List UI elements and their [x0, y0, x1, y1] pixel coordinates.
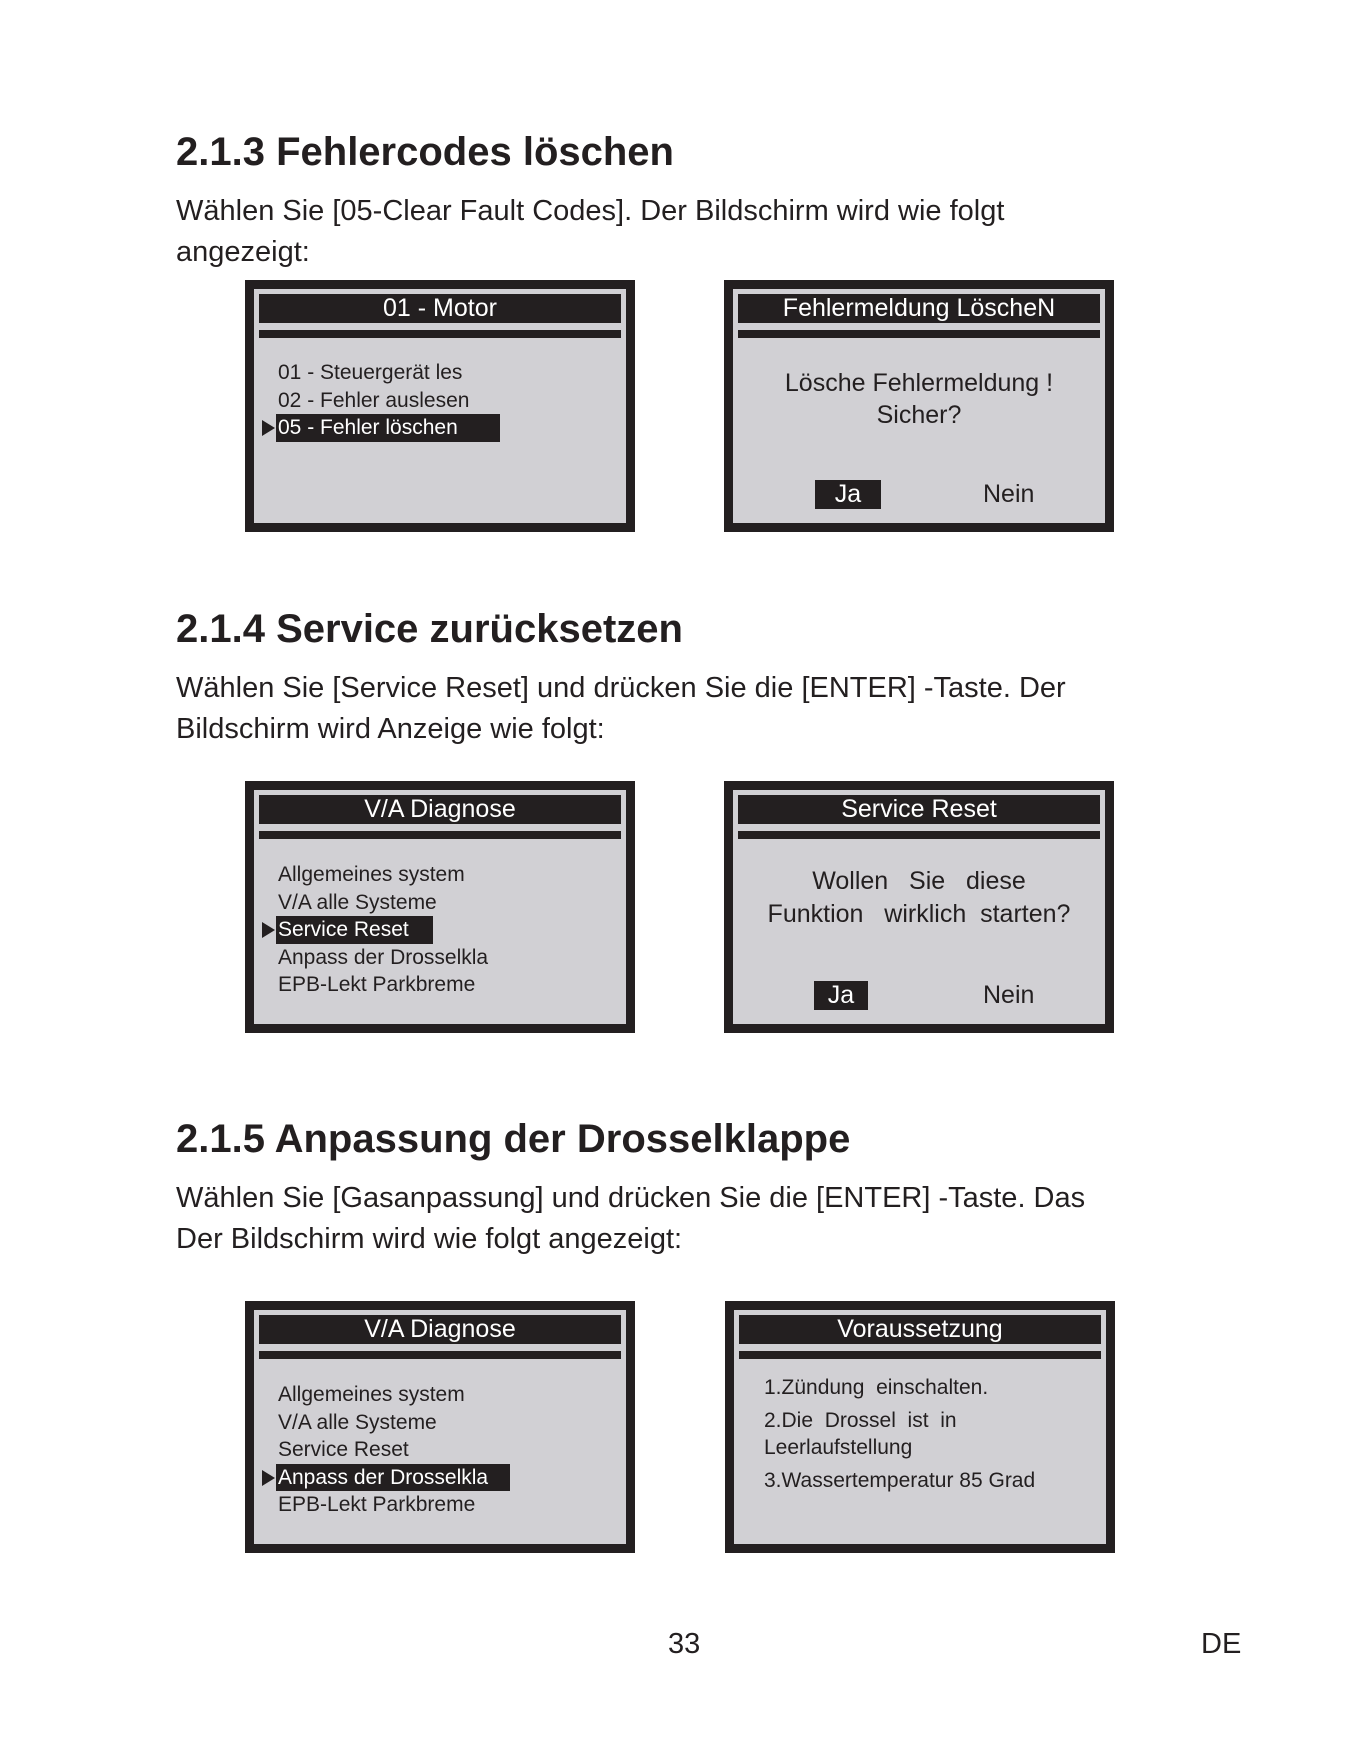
- menu-item[interactable]: Service Reset: [278, 1438, 409, 1461]
- prerequisite-list: [764, 1374, 1035, 1494]
- title-divider: [259, 1351, 621, 1359]
- language-code: DE: [1201, 1628, 1242, 1660]
- menu-item-selected[interactable]: Anpass der Drosselkla: [276, 1464, 510, 1492]
- confirm-message: Sicher?: [876, 401, 962, 429]
- confirm-message: Wollen Sie diese: [812, 867, 1026, 895]
- screen-title: 01 - Motor: [259, 294, 621, 323]
- menu-item[interactable]: Allgemeines system: [278, 1383, 465, 1406]
- device-screen-confirm: [724, 280, 1114, 532]
- menu-item[interactable]: V/A alle Systeme: [278, 1410, 437, 1434]
- prerequisite-item: 3.Wassertemperatur 85 Grad: [764, 1469, 1036, 1492]
- device-screen-menu: [245, 280, 635, 532]
- menu-item[interactable]: 01 - Steuergerät les: [278, 361, 463, 384]
- device-screen-prerequisites: [725, 1301, 1115, 1553]
- no-button[interactable]: Nein: [983, 480, 1035, 508]
- menu-item-selected[interactable]: Service Reset: [276, 916, 495, 944]
- device-screen-menu: [245, 781, 635, 1033]
- menu-item[interactable]: V/A alle Systeme: [278, 890, 437, 914]
- title-divider: [738, 831, 1100, 839]
- yes-button[interactable]: Ja: [815, 480, 881, 509]
- selection-arrow-icon: [262, 420, 275, 436]
- title-divider: [739, 1351, 1101, 1359]
- section-heading-fehlercodes-loeschen: 2.1.3 Fehlercodes löschen: [176, 130, 674, 174]
- paragraph-line: angezeigt:: [176, 236, 310, 268]
- no-button[interactable]: Nein: [983, 981, 1035, 1009]
- paragraph-line: Bildschirm wird Anzeige wie folgt:: [176, 713, 605, 745]
- prerequisite-item: Leerlaufstellung: [764, 1436, 913, 1459]
- menu-item-selected[interactable]: 05 - Fehler löschen: [276, 414, 500, 442]
- title-divider: [738, 330, 1100, 338]
- paragraph-line: Wählen Sie [05-Clear Fault Codes]. Der Bildschirm wird wie folgt: [176, 195, 1005, 227]
- prerequisite-item: 2.Die Drossel ist in: [764, 1409, 957, 1432]
- section-paragraph: [176, 1178, 1186, 1260]
- confirm-message: Funktion wirklich starten?: [767, 900, 1071, 928]
- section-paragraph: [176, 191, 1186, 273]
- screen-title: V/A Diagnose: [259, 1315, 621, 1344]
- yes-button[interactable]: Ja: [814, 981, 868, 1010]
- paragraph-line: Wählen Sie [Gasanpassung] und drücken Sie die [ENTER] -Taste. Das: [176, 1182, 1086, 1214]
- menu-item[interactable]: EPB-Lekt Parkbreme: [278, 1493, 476, 1516]
- selection-arrow-icon: [262, 922, 275, 938]
- menu-item[interactable]: Anpass der Drosselkla: [278, 945, 489, 969]
- device-screen-confirm: [724, 781, 1114, 1033]
- menu-list: [276, 861, 495, 999]
- title-divider: [259, 831, 621, 839]
- confirm-message: Lösche Fehlermeldung !: [784, 369, 1054, 397]
- section-heading-service-zuruecksetzen: 2.1.4 Service zurücksetzen: [176, 607, 683, 651]
- menu-item[interactable]: EPB-Lekt Parkbreme: [278, 973, 476, 996]
- section-heading-anpassung-drosselklappe: 2.1.5 Anpassung der Drosselklappe: [176, 1117, 851, 1161]
- paragraph-line: Der Bildschirm wird wie folgt angezeigt:: [176, 1223, 683, 1255]
- paragraph-line: Wählen Sie [Service Reset] und drücken Sie die [ENTER] -Taste. Der: [176, 672, 1066, 704]
- selection-arrow-icon: [262, 1470, 275, 1486]
- menu-list: [276, 359, 500, 442]
- screen-title: V/A Diagnose: [259, 795, 621, 824]
- screen-title: Voraussetzung: [739, 1315, 1101, 1344]
- page-number: 33: [668, 1628, 701, 1660]
- prerequisite-item: 1.Zündung einschalten.: [764, 1376, 989, 1399]
- screen-title: Service Reset: [738, 795, 1100, 824]
- menu-item[interactable]: 02 - Fehler auslesen: [278, 388, 470, 412]
- section-paragraph: [176, 668, 1186, 750]
- menu-item[interactable]: Allgemeines system: [278, 863, 465, 886]
- title-divider: [259, 330, 621, 338]
- device-screen-menu: [245, 1301, 635, 1553]
- menu-list: [276, 1381, 510, 1519]
- screen-title: Fehlermeldung LöscheN: [738, 294, 1100, 323]
